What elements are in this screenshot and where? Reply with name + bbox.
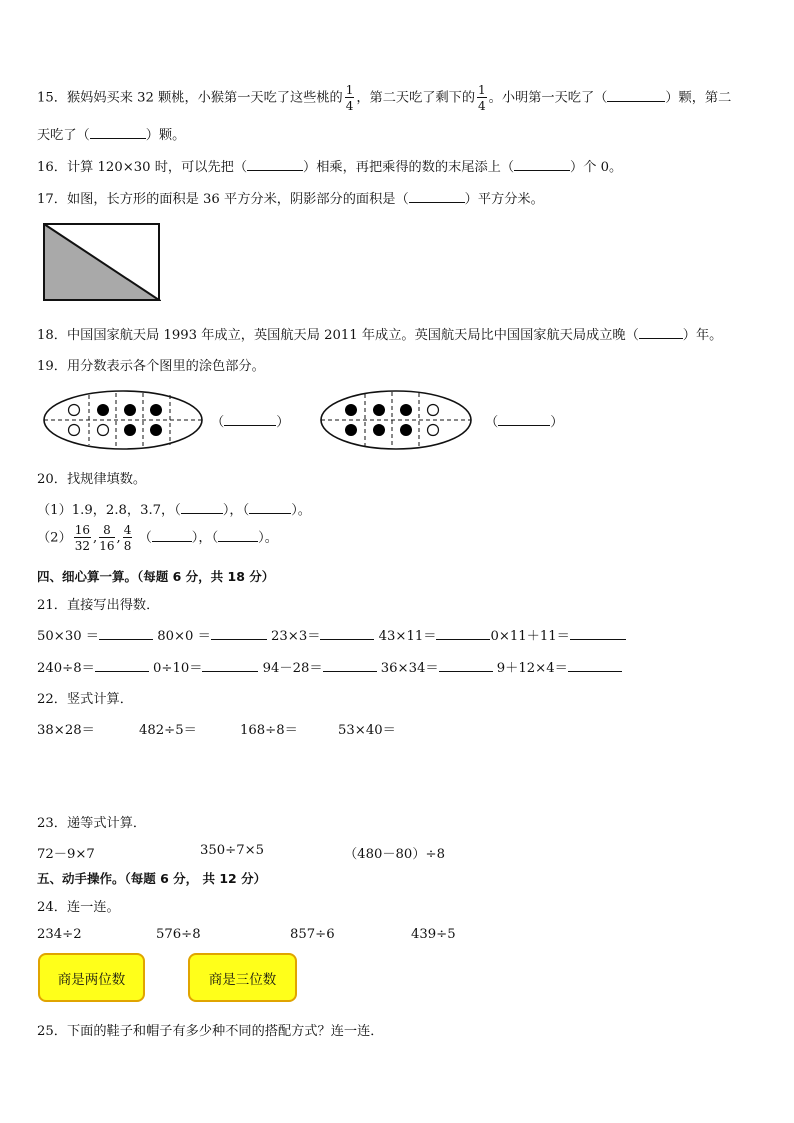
fraction-one-quarter-2: $\frac{1}{4}$	[478, 83, 486, 113]
answer-blank[interactable]	[323, 659, 377, 672]
q19-answer-1	[211, 411, 289, 430]
filled-circle	[345, 404, 357, 416]
answer-blank[interactable]	[639, 326, 683, 339]
expr: 36×34＝	[380, 661, 439, 676]
answer-blank[interactable]	[570, 627, 626, 640]
q21-row-2	[37, 657, 622, 676]
q21-row-1	[37, 625, 626, 644]
paren-open: （	[485, 415, 499, 430]
answer-blank[interactable]	[607, 89, 665, 102]
section-4-heading: 四、细心算一算。（每题 6 分，共 18 分）	[37, 569, 275, 584]
paren-close: ）	[550, 415, 564, 430]
comma: ,	[116, 530, 121, 546]
expr: 94－28＝	[262, 661, 323, 676]
q15-line2-b: ）颗。	[145, 128, 186, 143]
oval-figure-2	[319, 389, 473, 451]
q20-p1-b: ），（	[222, 503, 250, 518]
expr: 240÷8＝	[37, 661, 95, 676]
q23-item-1: 72－9×7	[37, 847, 95, 862]
fraction-one-quarter: $\frac{1}{4}$	[345, 83, 354, 113]
q24-item-3: 857÷6	[290, 927, 335, 942]
question-21-title: 21．直接写出得数．	[37, 598, 160, 613]
q15-text-b: ，第二天吃了剩下的	[356, 90, 476, 106]
answer-blank[interactable]	[436, 627, 490, 640]
q17-text-a: 17．如图，长方形的面积是 36 平方分米，阴影部分的面积是（	[37, 192, 409, 207]
expr: 23×3＝	[271, 629, 321, 644]
comma: ,	[93, 530, 98, 546]
q16-text-b: ）相乘，再把乘得的数的末尾添上（	[303, 160, 515, 175]
filled-circle	[150, 424, 162, 436]
answer-blank[interactable]	[439, 659, 493, 672]
q20-p2-a: （	[138, 530, 152, 546]
three-digit-quotient-box[interactable]	[188, 953, 297, 1002]
q15-text-a: 15．猴妈妈买来 32 颗桃，小猴第一天吃了这些桃的	[37, 90, 343, 106]
q22-item-2: 482÷5＝	[139, 723, 197, 738]
q20-p2-c: ）。	[258, 530, 278, 546]
q20-p1-a: （1）1.9，2.8，3.7，（	[37, 503, 181, 518]
paren-open: （	[211, 415, 225, 430]
filled-circle	[97, 404, 109, 416]
expr: 0×11＋11＝	[490, 629, 570, 644]
expr: 43×11＝	[378, 629, 437, 644]
q15-line2-a: 天吃了（	[37, 128, 90, 143]
answer-blank[interactable]	[247, 158, 303, 171]
filled-circle	[400, 424, 412, 436]
q20-p1-c: ）。	[291, 503, 311, 518]
answer-blank[interactable]	[181, 501, 223, 514]
question-24-title: 24．连一连。	[37, 900, 120, 915]
question-15-line-2	[37, 124, 185, 143]
q24-item-4: 439÷5	[411, 927, 456, 942]
q22-item-1: 38×28＝	[37, 723, 95, 738]
question-16	[37, 156, 622, 175]
q24-item-2: 576÷8	[156, 927, 201, 942]
expr: 9＋12×4＝	[496, 661, 568, 676]
q18-text-b: ）年。	[682, 328, 723, 343]
question-15-line-1	[37, 84, 731, 112]
filled-circle	[124, 424, 136, 436]
answer-blank[interactable]	[218, 529, 258, 542]
filled-circle	[124, 404, 136, 416]
q23-item-3: （480－80）÷8	[344, 847, 445, 862]
q17-text-b: ）平方分米。	[464, 192, 544, 207]
expr: 50×30 ＝	[37, 629, 99, 644]
oval-figure-1	[42, 389, 204, 451]
question-17	[37, 188, 544, 207]
filled-circle	[345, 424, 357, 436]
q24-item-1: 234÷2	[37, 927, 82, 942]
answer-blank[interactable]	[320, 627, 374, 640]
q22-item-4: 53×40＝	[338, 723, 396, 738]
question-20-title: 20．找规律填数。	[37, 472, 147, 487]
q15-text-d: ）颗，第二	[665, 90, 732, 106]
answer-blank[interactable]	[514, 158, 570, 171]
three-digit-quotient-label: 商是三位数	[208, 971, 277, 988]
answer-blank[interactable]	[95, 659, 149, 672]
answer-blank[interactable]	[498, 413, 550, 426]
q19-answer-2	[485, 411, 563, 430]
rectangle-figure	[43, 223, 161, 303]
answer-blank[interactable]	[90, 126, 146, 139]
empty-circle	[69, 425, 80, 436]
q23-item-2: 350÷7×5	[200, 843, 265, 858]
fraction-8-16: $\frac{8}{16}$	[99, 523, 115, 553]
answer-blank[interactable]	[568, 659, 622, 672]
filled-circle	[373, 404, 385, 416]
q15-text-c: 。小明第一天吃了（	[488, 90, 608, 106]
q20-p2-b: ），（	[191, 530, 219, 546]
empty-circle	[428, 405, 439, 416]
question-22-title: 22．竖式计算．	[37, 692, 133, 707]
q22-item-3: 168÷8＝	[240, 723, 298, 738]
question-25-title: 25．下面的鞋子和帽子有多少种不同的搭配方式？连一连．	[37, 1024, 384, 1039]
question-18	[37, 324, 722, 343]
q16-text-c: ）个 0。	[570, 160, 623, 175]
question-19-title: 19．用分数表示各个图里的涂色部分。	[37, 359, 265, 374]
empty-circle	[69, 405, 80, 416]
expr: 80×0 ＝	[157, 629, 211, 644]
fraction-4-8: $\frac{4}{8}$	[123, 523, 132, 553]
answer-blank[interactable]	[249, 501, 291, 514]
paren-close: ）	[276, 415, 290, 430]
empty-circle	[98, 425, 109, 436]
answer-blank[interactable]	[211, 627, 267, 640]
answer-blank[interactable]	[202, 659, 258, 672]
question-20-part-2	[37, 524, 278, 552]
answer-blank[interactable]	[224, 413, 276, 426]
q18-text-a: 18．中国国家航天局 1993 年成立，英国航天局 2011 年成立。英国航天局比中国国家航天局成立晚（	[37, 328, 639, 343]
section-5-heading: 五、动手操作。（每题 6 分， 共 12 分）	[37, 871, 267, 886]
two-digit-quotient-label: 商是两位数	[57, 971, 126, 988]
fraction-16-32: $\frac{16}{32}$	[74, 523, 91, 553]
two-digit-quotient-box[interactable]	[38, 953, 145, 1002]
answer-blank[interactable]	[409, 190, 465, 203]
filled-circle	[400, 404, 412, 416]
expr: 0÷10＝	[153, 661, 203, 676]
answer-blank[interactable]	[152, 529, 192, 542]
question-20-part-1	[37, 499, 311, 518]
q20-p2-label: （2）	[37, 530, 72, 546]
q16-text-a: 16．计算 120×30 时，可以先把（	[37, 160, 248, 175]
filled-circle	[373, 424, 385, 436]
question-23-title: 23．递等式计算．	[37, 816, 147, 831]
empty-circle	[428, 425, 439, 436]
answer-blank[interactable]	[99, 627, 153, 640]
filled-circle	[150, 404, 162, 416]
